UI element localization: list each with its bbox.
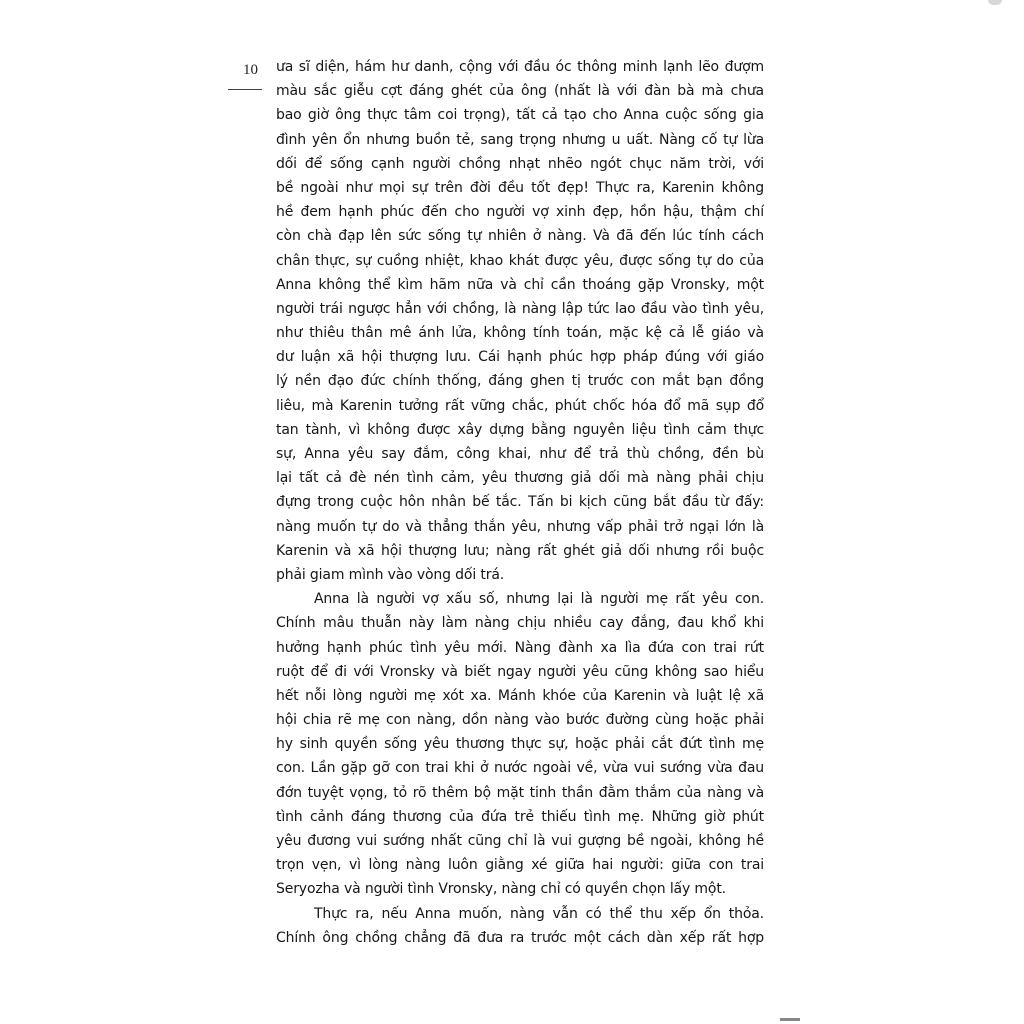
body-line: lý nền đạo đức chính thống, đáng ghen tị trước con mắt bạn đồng [276,373,764,390]
body-text [276,55,764,950]
header-rule [228,89,262,90]
body-line: Karenin và xã hội thượng lưu; nàng rất ghét giả dối nhưng rồi buộc [276,542,764,559]
body-line: người trái ngược hẳn với chồng, là nàng lập tức lao đầu vào tình yêu, [276,300,764,317]
body-line: hưởng hạnh phúc tình yêu mới. Nàng đành xa lìa đứa con trai rứt [276,639,764,656]
body-line: con. Lần gặp gỡ con trai khi ở nước ngoài về, vừa vui sướng vừa đau [276,760,764,777]
body-line: hy sinh quyền sống yêu thương thực sự, hoặc phải cắt đứt tình mẹ [276,736,764,753]
body-line: trọn vẹn, vì lòng nàng luôn giằng xé giữa hai người: giữa con trai [276,857,764,874]
body-line: Anna là người vợ xấu số, nhưng lại là người mẹ rất yêu con. [314,591,764,608]
page-edge-shadow-top [988,0,1002,5]
body-line: hết nỗi lòng người mẹ xót xa. Mánh khóe của Karenin và luật lệ xã [276,687,764,704]
body-line: bao giờ ông thực tâm coi trọng), tất cả tạo cho Anna cuộc sống gia [276,107,764,124]
body-line: phải giam mình vào vòng dối trá. [276,566,505,583]
body-line: liêu, mà Karenin tưởng rất vững chắc, phút chốc hóa đổ mã sụp đổ [276,397,764,414]
body-line: sự, Anna yêu say đắm, công khai, như để trả thù chồng, đền bù [276,446,764,462]
body-line: dối để sống cạnh người chồng nhạt nhẽo ngót chục năm trời, với [276,155,764,172]
body-line: Anna không thể kìm hãm nữa và chỉ cần thoáng gặp Vronsky, một [276,276,764,293]
body-line: ruột để đi với Vronsky và biết ngay người yêu cũng không sao hiểu [276,663,764,680]
body-line: tình cảnh đáng thương của đứa trẻ thiếu tình mẹ. Những giờ phút [276,808,764,825]
body-line: màu sắc giễu cợt đáng ghét của ông (nhất là với đàn bà mà chưa [276,83,764,100]
body-line: bề ngoài như mọi sự trên đời đều tốt đẹp! Thực ra, Karenin không [276,179,764,196]
page-edge-mark-bottom [780,1018,800,1021]
body-line: đớn tuyệt vọng, tỏ rõ thêm bộ mặt tinh thần đằm thắm của nàng và [276,784,764,801]
body-line: đình yên ổn nhưng buồn tẻ, sang trọng nhưng u uất. Nàng cố tự lừa [276,131,764,148]
body-line: còn chà đạp lên sức sống tự nhiên ở nàng. Và đã đến lúc tính cách [276,228,764,245]
page-number: 10 [243,62,258,78]
body-line: đựng trong cuộc hôn nhân bế tắc. Tấn bi kịch cũng bắt đầu từ đấy: [276,494,764,511]
body-line: lại tất cả đè nén tình cảm, yêu thương giả dối mà nàng phải chịu [276,470,764,487]
body-line: chân thực, sự cuồng nhiệt, khao khát được yêu, được sống tự do của [276,252,764,269]
body-line: nàng muốn tự do và thẳng thắn yêu, nhưng vấp phải trở ngại lớn là [276,518,764,535]
body-line: tan tành, vì không được xây dựng bằng nguyên liệu tình cảm thực [276,421,764,438]
body-line: Thực ra, nếu Anna muốn, nàng vẫn có thể thu xếp ổn thỏa. [314,905,764,922]
body-line: dư luận xã hội thượng lưu. Cái hạnh phúc hợp pháp đúng với giáo [276,349,764,366]
body-line: yêu đương vui sướng nhất cũng chỉ là vui gượng bề ngoài, không hề [276,833,764,849]
body-line: hội chia rẽ mẹ con nàng, dồn nàng vào bước đường cùng hoặc phải [276,712,764,729]
body-line: Seryozha và người tình Vronsky, nàng chỉ có quyền chọn lấy một. [276,881,726,898]
body-line: hề đem hạnh phúc đến cho người vợ xinh đẹp, hồn hậu, thậm chí [276,204,764,221]
body-line: Chính mâu thuẫn này làm nàng chịu nhiều cay đắng, đau khổ khi [276,615,764,632]
body-line: Chính ông chồng chẳng đã đưa ra trước một cách dàn xếp rất hợp [276,929,764,946]
body-line: như thiêu thân mê ánh lửa, không tính toán, mặc kệ cả lễ giáo và [276,325,764,342]
body-line: ưa sĩ diện, hám hư danh, cộng với đầu óc thông minh lạnh lẽo đượm [276,59,764,75]
